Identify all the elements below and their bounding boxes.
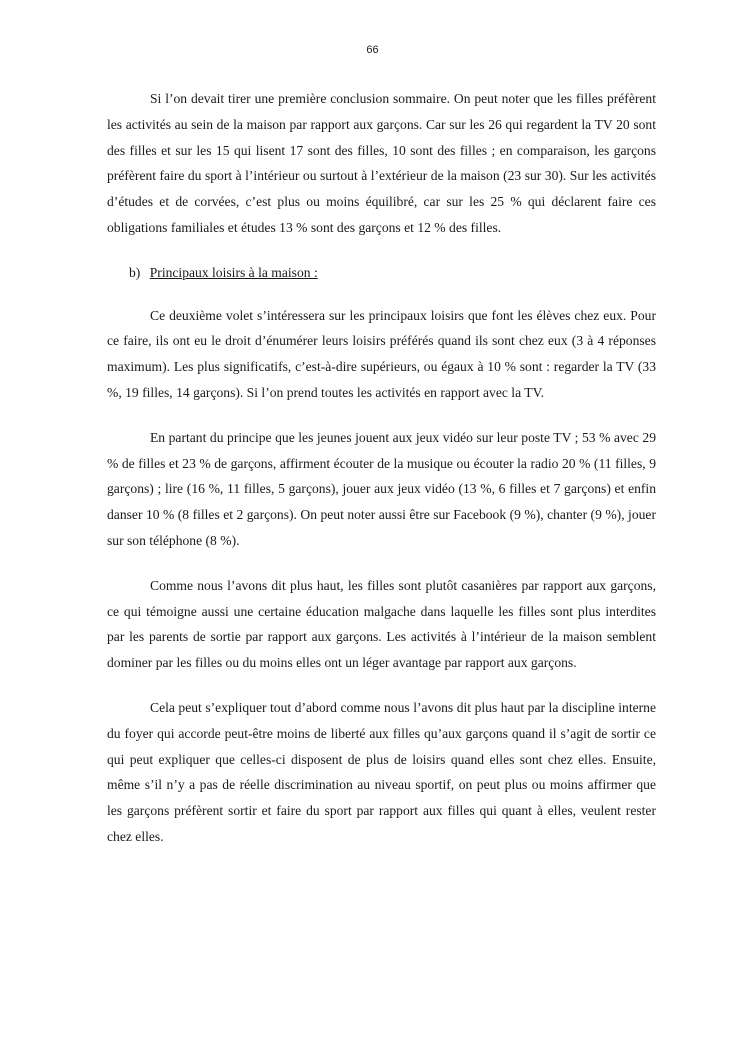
section-heading-title: Principaux loisirs à la maison : bbox=[149, 264, 318, 280]
paragraph-explication: Cela peut s’expliquer tout d’abord comme nous l’avons dit plus haut par la discipline interne du foyer qui accorde peut-être moins de liberté aux filles qu’aux garçons quand il s’agit de sortir ce qui peut expliquer que celles-ci disposent de plus de loisirs quand elles sont chez elles. Ensuite, même s’il n’y a pas de réelle discrimination au niveau sportif, on peut plus ou moins affirmer que les garçons préfèrent sortir et faire du sport par rapport aux filles qui quant à elles, veulent rester chez elles. bbox=[107, 699, 656, 844]
section-heading bbox=[107, 260, 656, 286]
page-number: 66 bbox=[366, 44, 379, 56]
section-heading-label: b) bbox=[129, 264, 141, 280]
paragraph-conclusion: Si l’on devait tirer une première conclusion sommaire. On peut noter que les filles préfèrent les activités au sein de la maison par rapport aux garçons. Car sur les 26 qui regardent la TV 20 sont des filles et sur les 15 qui lisent 17 sont des filles, 10 sont des filles ; en comparaison, les garçons préfèrent faire du sport à l’intérieur ou surtout à l’extérieur de la maison (23 sur 30). Sur les activités d’études et de corvées, c’est plus ou moins équilibré, car sur les 25 % qui déclarent faire ces obligations familiales et études 13 % sont des garçons et 12 % des filles. bbox=[107, 91, 656, 235]
paragraph-tv-activities: En partant du principe que les jeunes jouent aux jeux vidéo sur leur poste TV ; 53 % avec 29 % de filles et 23 % de garçons, affirment écouter de la musique ou écouter la radio 20 % (11 filles, 9 garçons) ; lire (16 %, 11 filles, 5 garçons), jouer aux jeux vidéo (13 %, 6 filles et 7 garçons) et enfin danser 10 % (8 filles et 2 garçons). On peut noter aussi être sur Facebook (9 %), chanter (9 %), jouer sur son téléphone (8 %). bbox=[107, 429, 656, 548]
paragraph-casanieres: Comme nous l’avons dit plus haut, les filles sont plutôt casanières par rapport aux garçons, ce qui témoigne aussi une certaine éducation malgache dans laquelle les filles sont plus interdites par les parents de sortie par rapport aux garçons. Les activités à l’intérieur de la maison semblent dominer par les filles ou du moins elles ont un léger avantage par rapport aux garçons. bbox=[107, 577, 656, 671]
paragraph-loisirs-intro: Ce deuxième volet s’intéressera sur les principaux loisirs que font les élèves chez eux. Pour ce faire, ils ont eu le droit d’énumérer leurs loisirs préférés quand ils sont chez eux (3 à 4 réponses maximum). Les plus significatifs, c’est-à-dire supérieurs, ou égaux à 10 % sont : regarder la TV (33 %, 19 filles, 14 garçons). Si l’on prend toutes les activités en rapport avec la TV. bbox=[107, 307, 656, 400]
document-body bbox=[107, 86, 656, 850]
